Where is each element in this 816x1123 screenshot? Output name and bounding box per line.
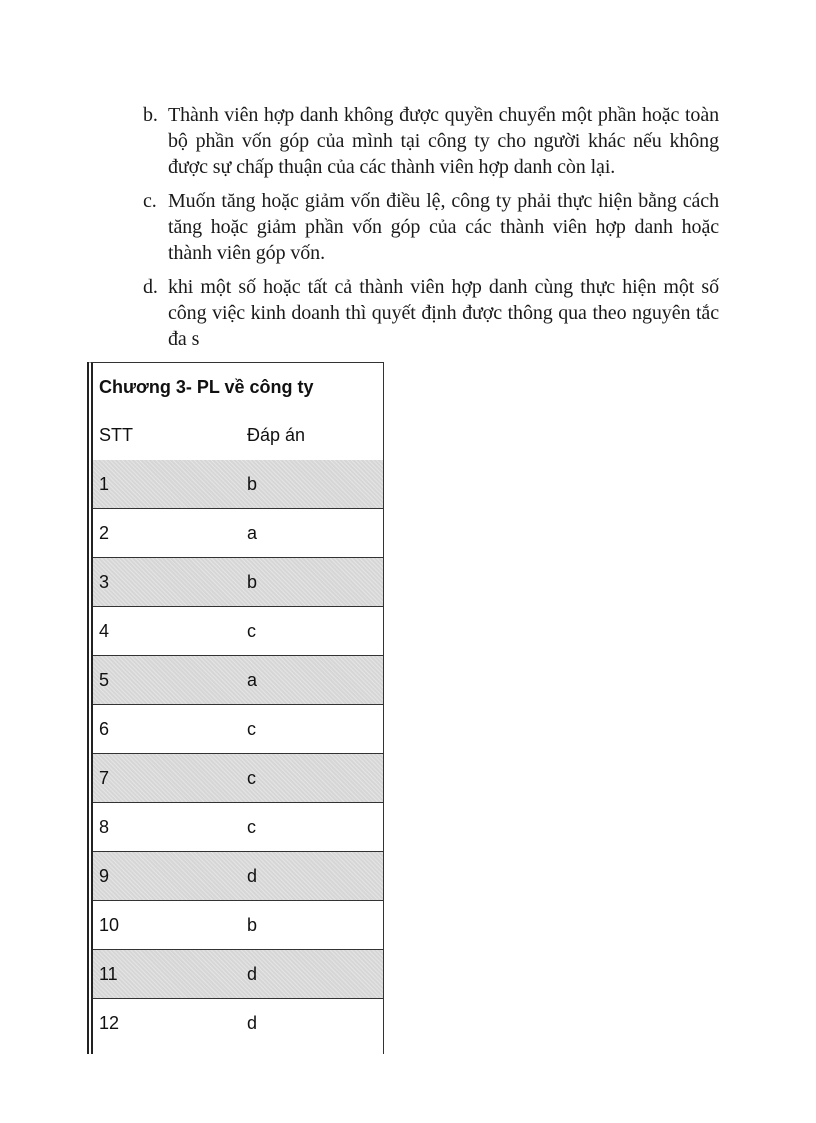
row-answer: d — [247, 865, 258, 886]
table-row — [93, 754, 383, 803]
row-stt: 8 — [99, 816, 110, 837]
table-title: Chương 3- PL về công ty — [99, 377, 314, 397]
row-answer: b — [247, 473, 258, 494]
table-row — [93, 607, 383, 656]
option-text: Thành viên hợp danh không được quyền chuyển một phần hoặc toàn bộ phần vốn góp của mình tại công ty cho người khác nếu không được sự chấp thuận của các thành viên hợp danh còn lại. — [168, 104, 719, 178]
row-stt: 6 — [99, 718, 110, 739]
row-stt: 9 — [99, 865, 110, 886]
answer-options — [143, 102, 719, 360]
answer-key-table — [87, 362, 384, 1054]
header-stt: STT — [99, 425, 133, 445]
option-text: khi một số hoặc tất cả thành viên hợp danh cùng thực hiện một số công việc kinh doanh thì quyết định được thông qua theo nguyên tắc đa s — [168, 276, 719, 350]
row-answer: d — [247, 963, 258, 984]
option-text: Muốn tăng hoặc giảm vốn điều lệ, công ty phải thực hiện bằng cách tăng hoặc giảm phần vốn góp của các thành viên hợp danh hoặc thành viên góp vốn. — [168, 190, 719, 264]
row-answer: a — [247, 522, 258, 543]
option-letter: d. — [143, 276, 158, 298]
table-header — [93, 411, 383, 460]
row-stt: 2 — [99, 522, 110, 543]
header-answer: Đáp án — [247, 425, 306, 445]
row-answer: c — [247, 816, 256, 837]
option-letter: c. — [143, 190, 157, 212]
table-row — [93, 705, 383, 754]
row-stt: 10 — [99, 914, 120, 935]
row-stt: 12 — [99, 1013, 120, 1033]
row-stt: 3 — [99, 571, 110, 592]
table-row — [93, 950, 383, 999]
table-row — [93, 460, 383, 509]
row-stt: 1 — [99, 473, 110, 494]
table-row — [93, 999, 383, 1048]
table-row — [93, 901, 383, 950]
row-answer: c — [247, 620, 256, 641]
row-answer: b — [247, 914, 258, 935]
table-row — [93, 656, 383, 705]
row-stt: 11 — [99, 963, 118, 984]
row-stt: 7 — [99, 767, 110, 788]
row-stt: 5 — [99, 669, 110, 690]
table-row — [93, 803, 383, 852]
row-answer: a — [247, 669, 258, 690]
row-answer: c — [247, 767, 256, 788]
row-answer: d — [247, 1013, 258, 1033]
row-answer: c — [247, 718, 256, 739]
option-b — [143, 102, 719, 180]
table-row — [93, 852, 383, 901]
row-answer: b — [247, 571, 258, 592]
option-d — [143, 274, 719, 352]
row-stt: 4 — [99, 620, 110, 641]
option-letter: b. — [143, 104, 158, 126]
table-row — [93, 558, 383, 607]
table-row — [93, 509, 383, 558]
option-c — [143, 188, 719, 266]
